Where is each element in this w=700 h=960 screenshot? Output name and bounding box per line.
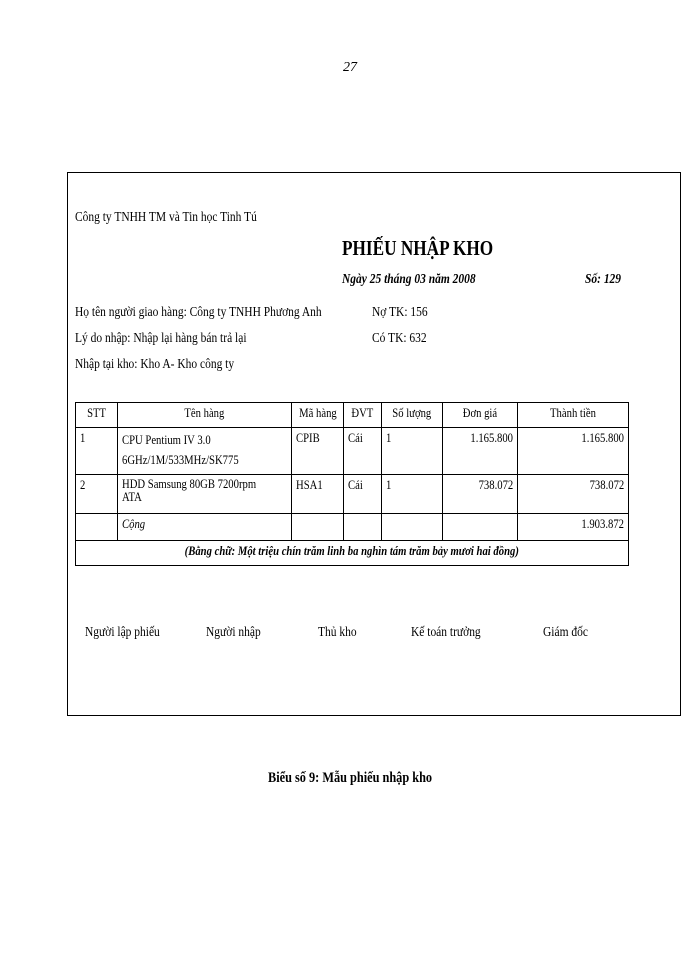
credit-account: Có TK: 632 <box>372 331 427 346</box>
header-qty: Số lượng <box>382 403 443 428</box>
cell-code: HSA1 <box>292 475 344 514</box>
cell-code: CPIB <box>292 428 344 475</box>
amount-in-words: (Bằng chữ: Một triệu chín trăm linh ba nghìn tám trăm bảy mươi hai đồng) <box>76 541 629 566</box>
signature-receiver: Người nhập <box>206 625 261 640</box>
header-unit: ĐVT <box>344 403 382 428</box>
warehouse-line: Nhập tại kho: Kho A- Kho công ty <box>75 357 235 372</box>
header-name: Tên hàng <box>118 403 292 428</box>
document-date: Ngày 25 tháng 03 năm 2008 <box>342 272 476 287</box>
cell-stt: 1 <box>76 428 118 475</box>
cell-name: CPU Pentium IV 3.0 6GHz/1M/533MHz/SK775 <box>118 428 292 475</box>
cell-unit: Cái <box>344 428 382 475</box>
cell-amount: 1.165.800 <box>518 428 629 475</box>
figure-caption: Biểu số 9: Mẫu phiếu nhập kho <box>267 770 433 786</box>
company-name: Công ty TNHH TM và Tin học Tinh Tú <box>75 210 257 225</box>
table-header-row <box>76 403 629 428</box>
signature-preparer: Người lập phiếu <box>85 625 160 640</box>
total-row <box>76 514 629 541</box>
signature-director: Giám đốc <box>543 625 588 640</box>
document-number: Số: 129 <box>585 272 622 287</box>
signature-storekeeper: Thủ kho <box>318 625 357 640</box>
signature-chief-accountant: Kế toán trưởng <box>411 625 481 640</box>
header-stt: STT <box>76 403 118 428</box>
document-title: PHIẾU NHẬP KHO <box>342 236 494 260</box>
header-price: Đơn giá <box>443 403 518 428</box>
reason-line: Lý do nhập: Nhập lại hàng bán trả lại <box>75 331 247 346</box>
cell-price: 738.072 <box>443 475 518 514</box>
cell-price: 1.165.800 <box>443 428 518 475</box>
cell-unit: Cái <box>344 475 382 514</box>
total-amount: 1.903.872 <box>518 514 629 541</box>
cell-qty: 1 <box>382 475 443 514</box>
items-table <box>75 402 629 566</box>
debit-account: Nợ TK: 156 <box>372 305 428 320</box>
cell-qty: 1 <box>382 428 443 475</box>
header-code: Mã hàng <box>292 403 344 428</box>
table-row <box>76 428 629 475</box>
cell-stt: 2 <box>76 475 118 514</box>
total-label: Cộng <box>118 514 292 541</box>
cell-amount: 738.072 <box>518 475 629 514</box>
header-amount: Thành tiền <box>518 403 629 428</box>
cell-name: HDD Samsung 80GB 7200rpm ATA <box>118 475 292 514</box>
page-number: 27 <box>343 60 357 75</box>
amount-in-words-row <box>76 541 629 566</box>
table-row <box>76 475 629 514</box>
deliverer-line: Họ tên người giao hàng: Công ty TNHH Phương Anh <box>75 305 322 320</box>
